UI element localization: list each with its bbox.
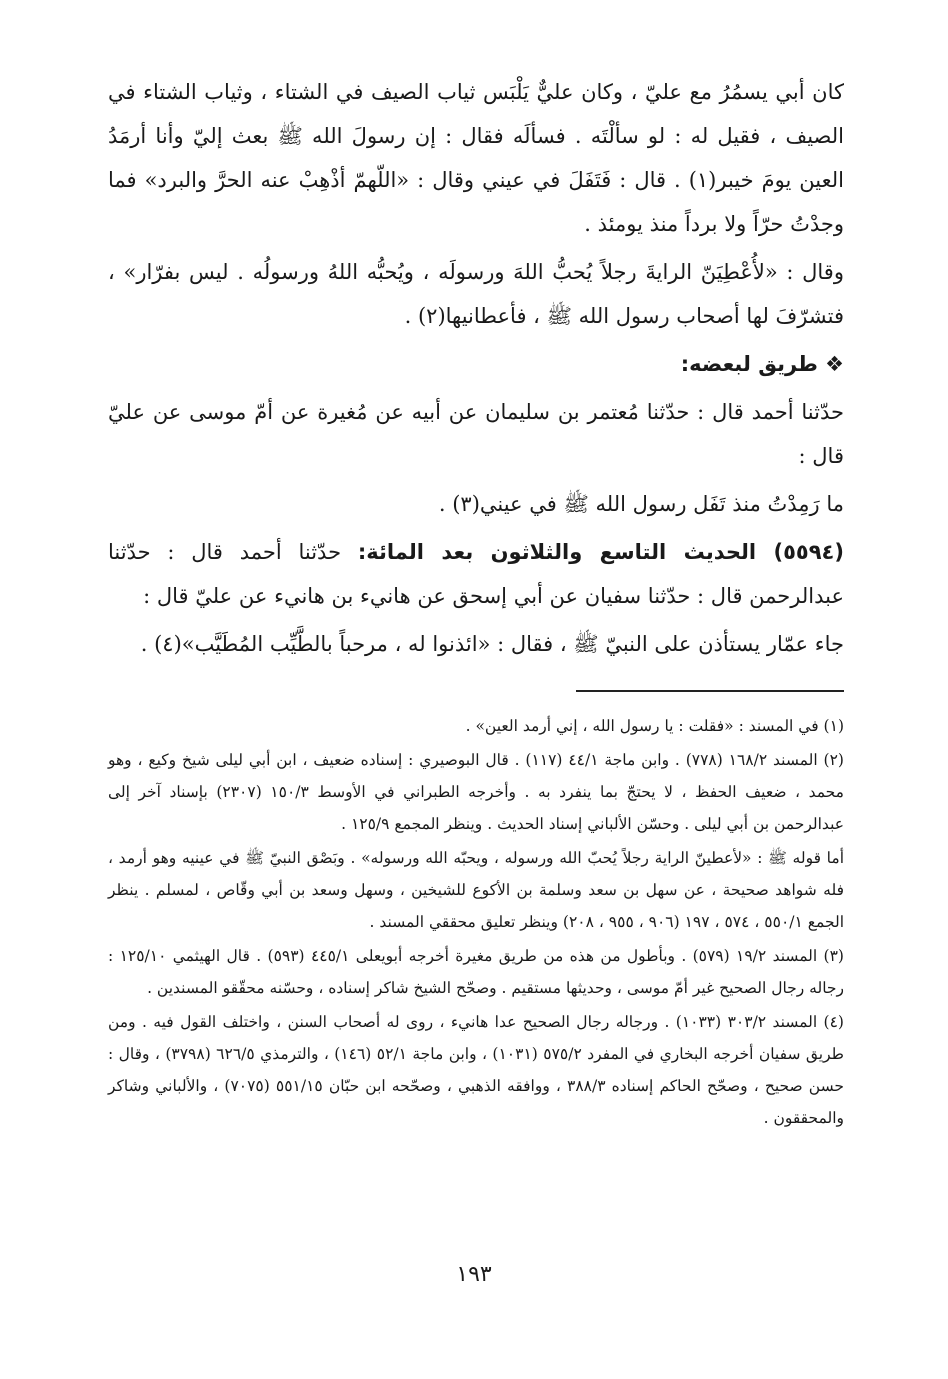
paragraph-4: ما رَمِدْتُ منذ تَفَل رسول الله ﷺ في عيني(٣) .: [438, 492, 844, 516]
footnote-4: (٤) المسند ٣٠٣/٢ (١٠٣٣) . ورجاله رجال الصحيح عدا هانيء ، روى له أصحاب السنن ، واختلف القول فيه . ومن طريق سفيان أخرجه البخاري في المفرد ٥٧٥/٢ (١٠٣١) ، وابن ماجة ٥٢/١ (١٤٦) ، والترمذي ٦٢٦/٥ (٣٧٩٨) ، وقال : حسن صحيح ، وصحّح الحاكم إسناده ٣٨٨/٣ ، ووافقه الذهبي ، وصحّحه ابن حبّان ٥٥١/١٥ (٧٠٧٥) ، والألباني وشاكر والمحققون .: [108, 1013, 844, 1127]
footnotes: [108, 710, 844, 1134]
hadith-heading: (٥٥٩٤) الحديث التاسع والثلاثون بعد المائة:: [357, 540, 844, 564]
page-number: ١٩٣: [456, 1262, 492, 1287]
paragraph-2: وقال : «لأُعْطِيَنّ الرايةَ رجلاً يُحبُّ اللهَ ورسولَه ، ويُحبُّه اللهُ ورسولُه . ليس بفرّار» ، فتشرّفَ لها أصحاب رسول الله ﷺ ، فأعطانيها(٢) .: [108, 260, 844, 328]
footnote-divider: [576, 690, 844, 692]
paragraph-3: حدّثنا أحمد قال : حدّثنا مُعتمر بن سليمان عن أبيه عن مُغيرة عن أمّ موسى عن عليّ قال :: [108, 400, 844, 468]
paragraph-5: [108, 530, 844, 618]
section-heading: ❖ طريق لبعضه:: [680, 352, 844, 376]
footnote-2: (٢) المسند ١٦٨/٢ (٧٧٨) . وابن ماجة ٤٤/١ (١١٧) . قال البوصيري : إسناده ضعيف ، ابن أبي ليلى شيخ وكيع ، وهو محمد ، ضعيف الحفظ ، لا يحتجّ بما ينفرد به . وأخرجه الطبراني في الأوسط ١٥٠/٣ (٢٣٠٧) بإسناد آخر إلى عبدالرحمن بن أبي ليلى . وحسّن الألباني إسناد الحديث . وينظر المجمع ١٢٥/٩ .: [108, 751, 844, 833]
paragraph-5-text: حدّثنا أحمد قال : حدّثنا عبدالرحمن قال : حدّثنا سفيان عن أبي إسحق عن هانيء بن هانيء عن عليّ قال :: [108, 540, 844, 608]
footnote-2-continuation: أما قوله ﷺ : «لأعطينّ الراية رجلاً يُحبّ الله ورسوله ، ويحبّه الله ورسوله» . وبَصْق النبيّ ﷺ في عينيه وهو أرمد ، فله شواهد صحيحة ، عن سهل بن سعد وسلمة بن الأكوع للشيخين ، وسهل وسعد بن أبي وقّاص ، لمسلم . ينظر الجمع ٥٥٠/١ ، ٥٧٤ ، ١٩٧ (٩٠٦ ، ٩٥٥ ، ٢٠٨) وينظر تعليق محققي المسند .: [108, 849, 844, 931]
paragraph-6: جاء عمّار يستأذن على النبيّ ﷺ ، فقال : «ائذنوا له ، مرحباً بالطَّيِّب المُطَيَّب»(٤) .: [140, 632, 844, 656]
page-content: [108, 70, 844, 1134]
paragraph-1: كان أبي يسمُرُ مع عليّ ، وكان عليٌّ يَلْبَس ثياب الصيف في الشتاء ، وثياب الشتاء في الصيف ، فقيل له : لو سألْتَه . فسألَه فقال : إن رسولَ الله ﷺ بعث إليّ وأنا أرمَدُ العين يومَ خيبر(١) . قال : فَتَفَلَ في عيني وقال : «اللّهمّ أذْهِبْ عنه الحرَّ والبرد» فما وجدْتُ حرّاً ولا برداً منذ يومئذ .: [108, 80, 844, 236]
footnote-3: (٣) المسند ١٩/٢ (٥٧٩) . وبأطول من هذه من طريق مغيرة أخرجه أبويعلى ٤٤٥/١ (٥٩٣) . قال الهيثمي ١٢٥/١٠ : رجاله رجال الصحيح غير أمّ موسى ، وحديثها مستقيم . وصحّح الشيخ شاكر إسناده ، وحسّنه محقّقو المسندين .: [108, 947, 844, 997]
footnote-1: (١) في المسند : «فقلت : يا رسول الله ، إني أرمد العين» .: [465, 717, 844, 735]
main-text: [108, 70, 844, 666]
